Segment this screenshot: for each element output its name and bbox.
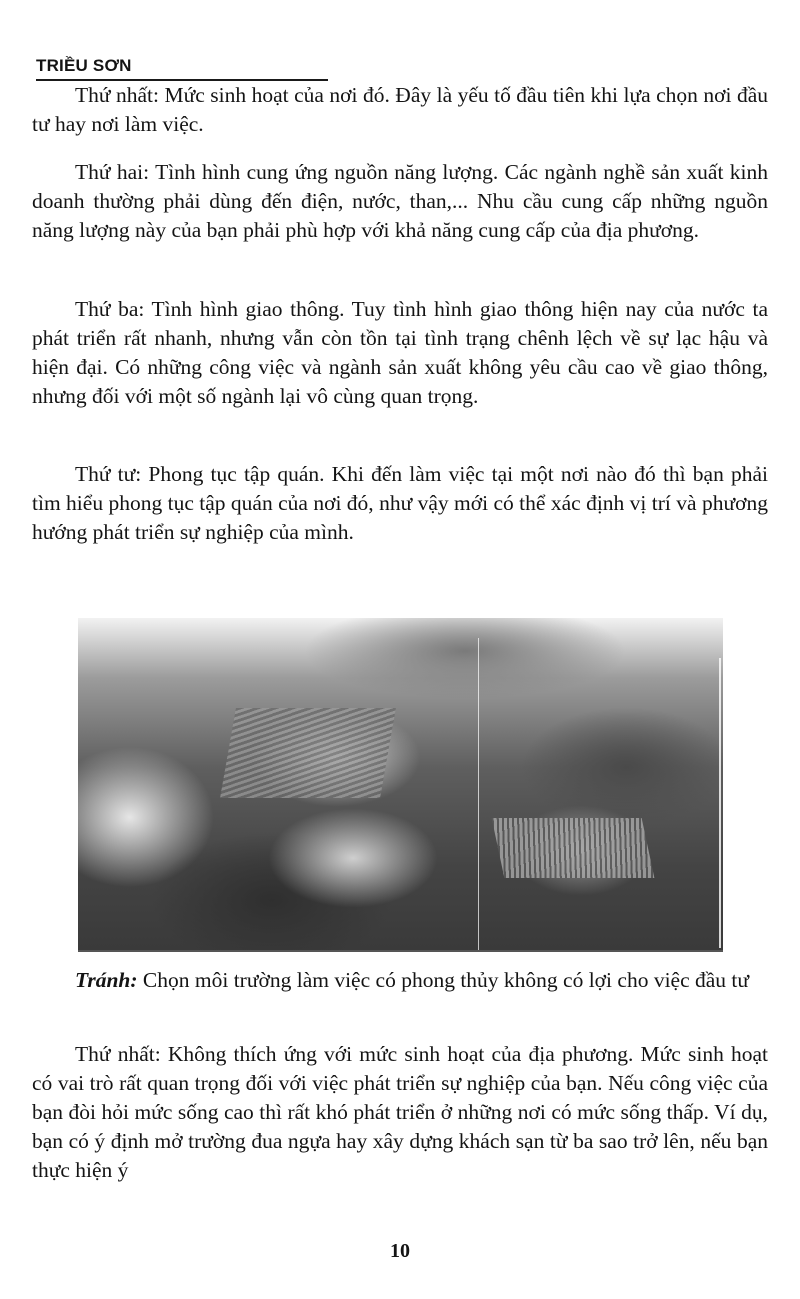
- scan-edge: [719, 658, 721, 948]
- paragraph-fourth-factor: [32, 460, 768, 547]
- village-illustration: [78, 618, 723, 952]
- long-house-roof-graphic: [492, 818, 655, 878]
- house-roofs-graphic: [220, 708, 396, 798]
- paragraph-text: Thứ ba: Tình hình giao thông. Tuy tình hình giao thông hiện nay của nước ta phát triển rất nhanh, nhưng vẫn còn tồn tại tình trạng chênh lệch về sự lạc hậu và hiện đại. Có những công việc và ngành sản xuất không yêu cầu cao về giao thông, nhưng đối với một số ngành lại vô cùng quan trọng.: [32, 297, 768, 408]
- paragraph-third-factor: [32, 295, 768, 411]
- paragraph-first-factor: [32, 81, 768, 139]
- paragraph-text: Thứ nhất: Không thích ứng với mức sinh hoạt của địa phương. Mức sinh hoạt có vai trò rất quan trọng đối với việc phát triển sự nghiệp của bạn. Nếu công việc của bạn đòi hỏi mức sống cao thì rất khó phát triển ở những nơi có mức sống thấp. Ví dụ, bạn có ý định mở trường đua ngựa hay xây dựng khách sạn từ ba sao trở lên, nếu bạn thực hiện ý: [32, 1042, 768, 1182]
- village-path-graphic: [268, 808, 438, 908]
- running-head: TRIỀU SƠN: [36, 56, 328, 81]
- paragraph-text: Chọn môi trường làm việc có phong thủy không có lợi cho việc đầu tư: [137, 968, 750, 992]
- paragraph-text: Thứ tư: Phong tục tập quán. Khi đến làm việc tại một nơi nào đó thì bạn phải tìm hiểu phong tục tập quán của nơi đó, như vậy mới có thể xác định vị trí và phương hướng phát triển sự nghiệp của mình.: [32, 462, 768, 544]
- scan-seam: [478, 638, 479, 950]
- page-number: 10: [390, 1240, 410, 1262]
- paragraph-avoid-first: [32, 1040, 768, 1185]
- paragraph-second-factor: [32, 158, 768, 245]
- paragraph-text: Thứ nhất: Mức sinh hoạt của nơi đó. Đây là yếu tố đầu tiên khi lựa chọn nơi đầu tư hay nơi làm việc.: [32, 83, 768, 136]
- avoid-label: Tránh:: [75, 968, 138, 992]
- paragraph-avoid-heading: [32, 966, 768, 995]
- paragraph-text: Thứ hai: Tình hình cung ứng nguồn năng lượng. Các ngành nghề sản xuất kinh doanh thường phải dùng đến điện, nước, than,... Nhu cầu cung cấp những nguồn năng lượng này của bạn phải phù hợp với khả năng cung cấp của địa phương.: [32, 160, 768, 242]
